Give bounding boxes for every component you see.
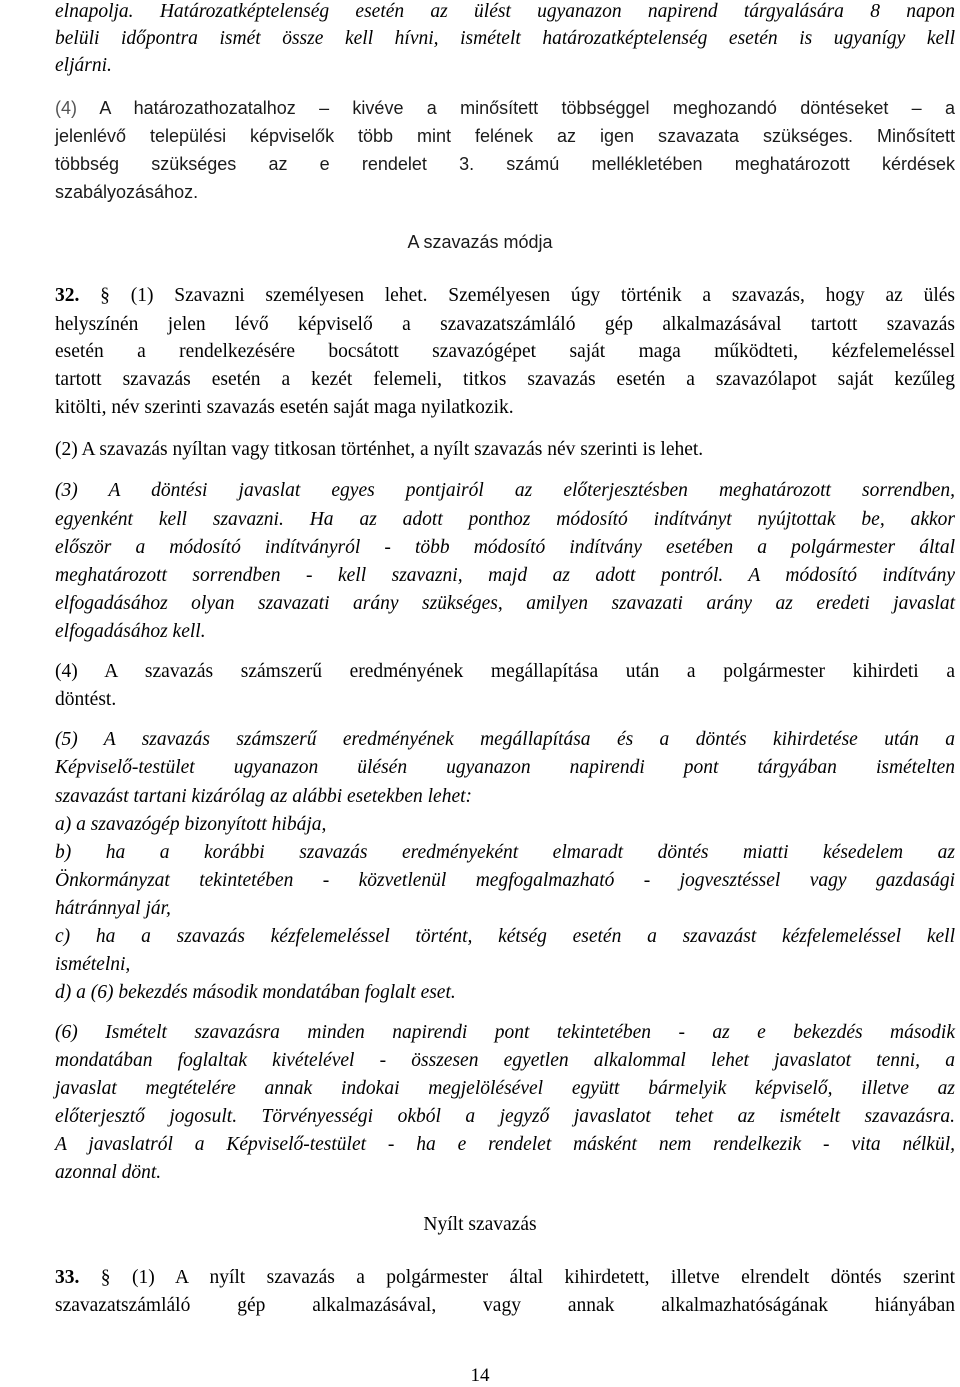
text-line: belüli időpontra ismét össze kell hívni, ismételt határozatképtelenség esetén is ugyanígy kell <box>55 28 955 49</box>
list-item: b) ha a korábbi szavazás eredményeként elmaradt döntés miatti késedelem az <box>55 842 955 863</box>
section-sign: § <box>100 1267 111 1288</box>
text-line: döntést. <box>55 689 117 710</box>
list-item: c) ha a szavazás kézfelemeléssel történt, kétség esetén a szavazást kézfelemeléssel kell <box>55 926 955 947</box>
text-line: szavazatszámláló gép alkalmazásával, vagy annak alkalmazhatóságának hiányában <box>55 1295 955 1316</box>
text-line: elnapolja. Határozatképtelenség esetén az ülést ugyanazon napirend tárgyalására 8 napon <box>55 1 955 22</box>
text-line: javaslat megtételére annak indokai megjelölésével együtt bármelyik képviselő, illetve az <box>55 1078 955 1099</box>
text-line: (4) A szavazás számszerű eredményének megállapítása után a polgármester kihirdeti a <box>55 661 955 682</box>
paragraph-number: (4) <box>55 98 77 118</box>
list-item: a) a szavazógép bizonyított hibája, <box>55 814 327 835</box>
paragraph-text: A határozathozatalhoz – kivéve a minősített többséggel meghozandó döntéseket – a <box>77 98 955 118</box>
text-line: szavazást tartani kizárólag az alábbi esetekben lehet: <box>55 786 473 807</box>
text-line: tartott szavazás esetén a kezét felemeli, titkos szavazás esetén a szavazólapot saját kezűleg <box>55 369 955 390</box>
section-text: (1) A nyílt szavazás a polgármester által kihirdetett, illetve elrendelt döntés szerint <box>110 1267 955 1288</box>
text-line: A javaslatról a Képviselő-testület - ha e rendelet másként nem rendelkezik - vita nélkül, <box>55 1134 955 1155</box>
text-line: elfogadásához olyan szavazati arány szükséges, amilyen szavazati arány az eredeti javaslat <box>55 593 955 614</box>
section-heading: A szavazás módja <box>407 232 553 252</box>
text-line: Önkormányzat tekintetében - közvetlenül megfogalmazható - jogvesztéssel vagy gazdasági <box>55 870 955 891</box>
text-line: meghatározott sorrendben - kell szavazni, majd az adott pontról. A módosító indítvány <box>55 565 955 586</box>
section-first-line <box>55 284 955 308</box>
text-line: előterjesztő jogosult. Törvényességi okból a jegyző javaslatot tehet az ismételt szavazásra. <box>55 1106 955 1127</box>
text-line: jelenlévő települési képviselők több mint felének az igen szavazata szükséges. Minősített <box>55 126 955 146</box>
section-text: (1) Szavazni személyesen lehet. Személyesen úgy történik a szavazás, hogy az ülés <box>109 285 955 306</box>
paragraph-line <box>55 96 955 120</box>
section-number: 32. <box>55 285 80 306</box>
section-heading: Nyílt szavazás <box>423 1214 537 1235</box>
text-line: (5) A szavazás számszerű eredményének megállapítása és a döntés kihirdetése után a <box>55 729 955 750</box>
text-line: kitölti, név szerinti szavazás esetén saját maga nyilatkozik. <box>55 397 514 418</box>
text-line: (3) A döntési javaslat egyes pontjairól az előterjesztésben meghatározott sorrendben, <box>55 480 955 501</box>
text-line: eljárni. <box>55 55 112 76</box>
text-line: (2) A szavazás nyíltan vagy titkosan történhet, a nyílt szavazás név szerinti is lehet. <box>55 439 704 460</box>
text-line: (6) Ismételt szavazásra minden napirendi pont tekintetében - az e bekezdés második <box>55 1022 955 1043</box>
section-sign: § <box>100 285 110 306</box>
text-line: helyszínén jelen lévő képviselő a szavazatszámláló gép alkalmazásával tartott szavazás <box>55 314 955 335</box>
text-line: többség szükséges az e rendelet 3. számú mellékletében meghatározott kérdések <box>55 154 955 174</box>
text-line: azonnal dönt. <box>55 1162 162 1183</box>
text-line: először a módosító indítványról - több módosító indítvány esetében a polgármester által <box>55 537 955 558</box>
section-number: 33. <box>55 1267 80 1288</box>
list-item: d) a (6) bekezdés második mondatában foglalt eset. <box>55 982 456 1003</box>
text-line: hátránnyal jár, <box>55 898 171 919</box>
text-line: ismételni, <box>55 954 131 975</box>
text-line: Képviselő-testület ugyanazon ülésén ugyanazon napirendi pont tárgyában ismételten <box>55 757 955 778</box>
text-line: elfogadásához kell. <box>55 621 206 642</box>
section-first-line <box>55 1266 955 1290</box>
text-line: egyenként kell szavazni. Ha az adott ponthoz módosító indítványt nyújtottak be, akkor <box>55 509 955 530</box>
page-number: 14 <box>470 1365 490 1386</box>
text-line: mondatában foglaltak kivételével - összesen egyetlen alkalommal lehet javaslatot tenni, a <box>55 1050 955 1071</box>
text-line: szabályozásához. <box>55 182 199 202</box>
text-line: esetén a rendelkezésére bocsátott szavazógépet saját maga működteti, kézfelemeléssel <box>55 341 955 362</box>
